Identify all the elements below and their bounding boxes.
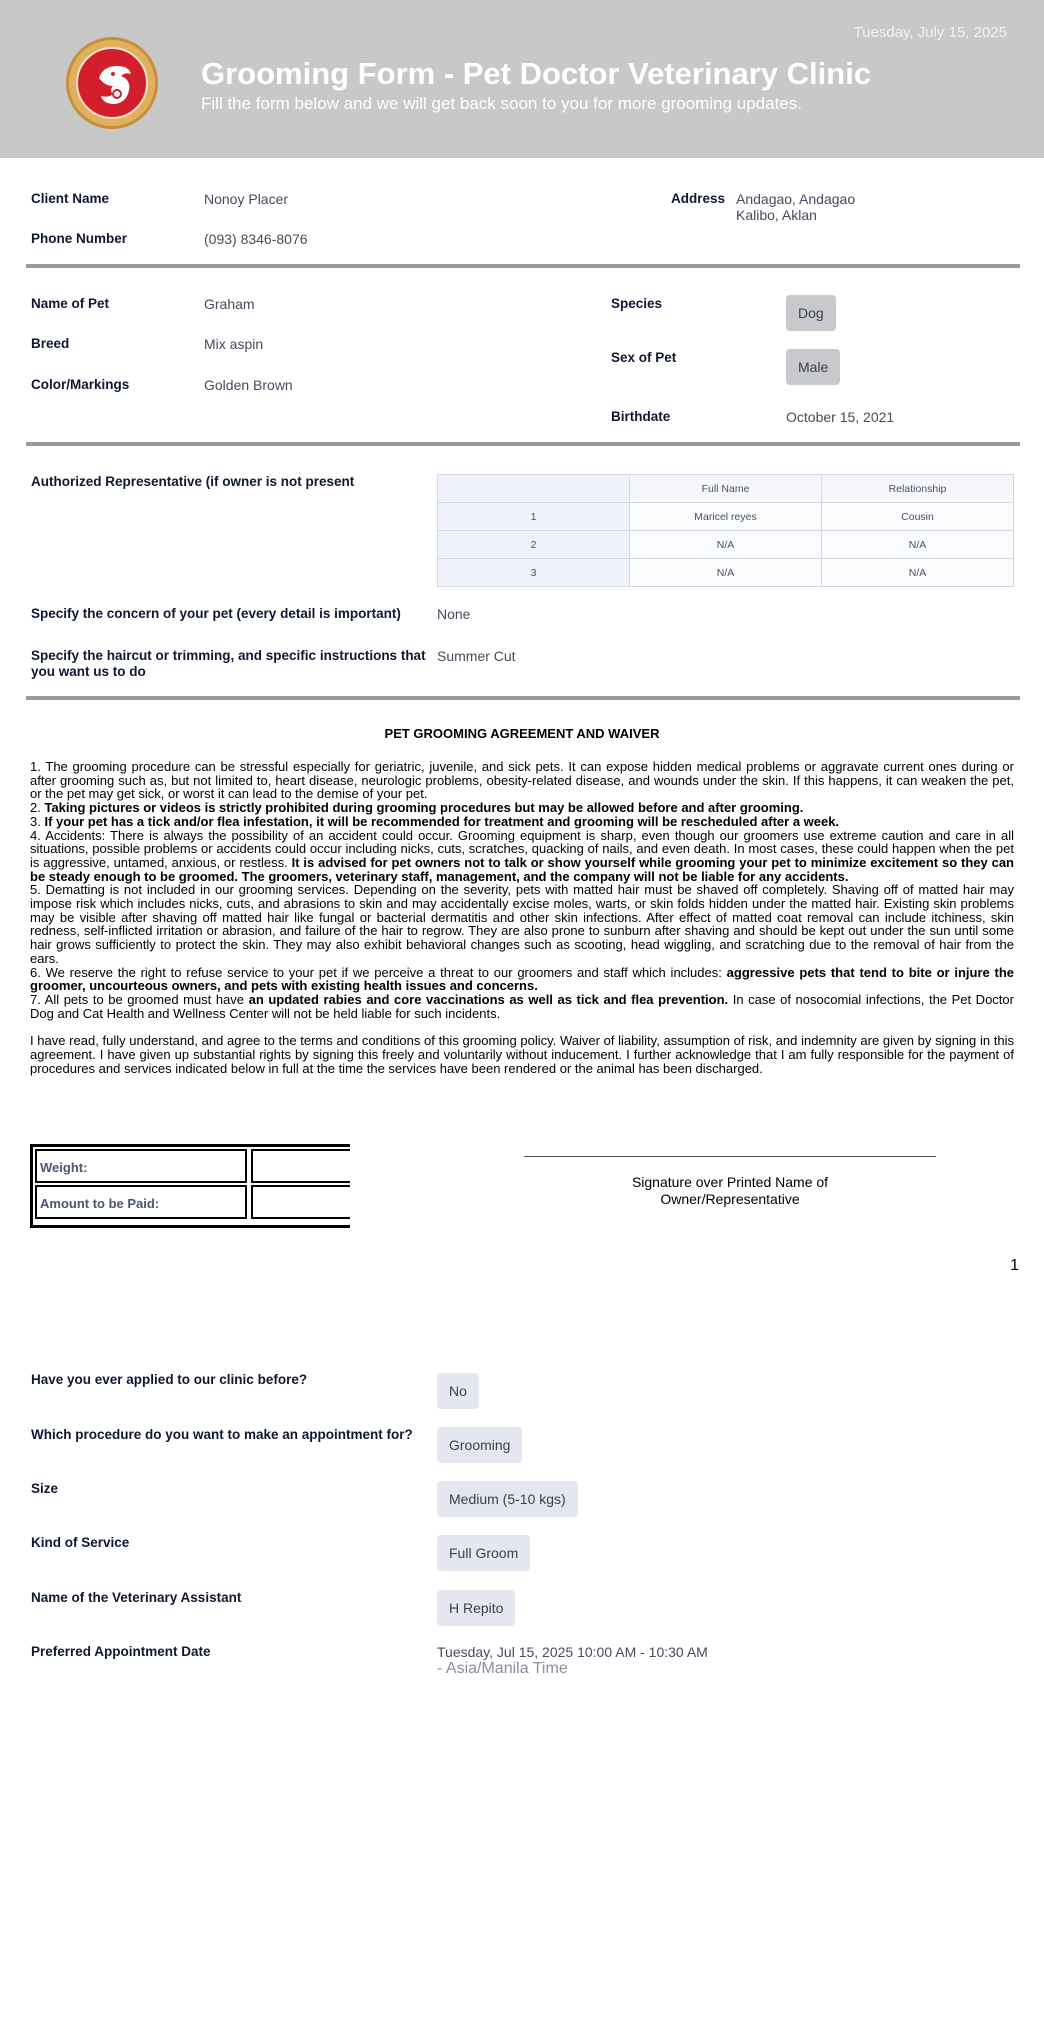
full-name-cell: Maricel reyes <box>630 503 822 531</box>
color-value: Golden Brown <box>204 377 293 393</box>
pet-name-value: Graham <box>204 296 255 312</box>
relationship-cell: Cousin <box>822 503 1014 531</box>
row-index: 1 <box>438 503 630 531</box>
service-value: Full Groom <box>437 1535 530 1571</box>
form-title: Grooming Form - Pet Doctor Veterinary Clinic <box>201 56 872 91</box>
concern-label: Specify the concern of your pet (every detail is important) <box>31 606 401 621</box>
phone-value: (093) 8346-8076 <box>204 231 308 247</box>
form-subtitle: Fill the form below and we will get back soon to you for more grooming updates. <box>201 94 802 113</box>
client-name-label: Client Name <box>31 191 110 206</box>
size-label: Size <box>31 1481 59 1496</box>
waiver-item-7: 7. All pets to be groomed must have an updated rabies and core vaccinations as well as tick and flea prevention. In case of nosocomial infections, the Pet Doctor Dog and Cat Health and Wellness Center will not be held liable for such incidents. <box>30 991 1014 1021</box>
section-divider <box>26 264 1020 268</box>
full-name-cell: N/A <box>630 559 822 587</box>
signature-caption-line2: Owner/Representative <box>660 1191 800 1207</box>
address-line2: Kalibo, Aklan <box>736 207 817 223</box>
address-label: Address <box>671 191 726 206</box>
service-label: Kind of Service <box>31 1535 130 1550</box>
species-label: Species <box>611 296 663 311</box>
section-divider <box>26 442 1020 446</box>
assistant-value: H Repito <box>437 1590 515 1626</box>
relationship-cell: N/A <box>822 531 1014 559</box>
species-value: Dog <box>786 295 836 331</box>
haircut-label-line2: you want us to do <box>31 664 146 679</box>
full-name-cell: N/A <box>630 531 822 559</box>
amount-label: Amount to be Paid: <box>35 1185 247 1219</box>
address-line1: Andagao, Andagao <box>736 191 856 207</box>
pet-name-label: Name of Pet <box>31 296 110 311</box>
row-index: 3 <box>438 559 630 587</box>
signature-caption <box>524 1174 936 1208</box>
procedure-label: Which procedure do you want to make an appointment for? <box>31 1427 413 1442</box>
waiver-text <box>30 760 1014 1075</box>
birthdate-label: Birthdate <box>611 409 671 424</box>
client-name-value: Nonoy Placer <box>204 191 289 207</box>
haircut-label-line1: Specify the haircut or trimming, and specific instructions that <box>31 648 426 663</box>
clinic-logo <box>66 37 158 129</box>
waiver-item-2: 2. Taking pictures or videos is strictly prohibited during grooming procedures but may be allowed before and after grooming. <box>30 800 804 816</box>
waiver-acknowledgement: I have read, fully understand, and agree to the terms and conditions of this grooming policy. Waiver of liability, assumption of risk, and indemnity are given by signing in this agreement. I have given up substantial rights by signing this freely and voluntarily without inducement. I further acknowledge that I am fully responsible for the payment of procedures and services indicated below in full at the time the services have been rendered or the animal has been discharged. <box>30 1033 1014 1076</box>
representative-table <box>437 474 1014 587</box>
amount-field[interactable] <box>251 1185 350 1219</box>
size-value: Medium (5-10 kgs) <box>437 1481 578 1517</box>
form-header <box>0 0 1044 158</box>
header-date: Tuesday, July 15, 2025 <box>853 24 1007 41</box>
section-divider <box>26 696 1020 700</box>
color-label: Color/Markings <box>31 377 130 392</box>
table-header-cell: Full Name <box>630 475 822 503</box>
table-row <box>438 559 1014 587</box>
page-number: 1 <box>1010 1257 1019 1274</box>
sex-value: Male <box>786 349 840 385</box>
row-index: 2 <box>438 531 630 559</box>
applied-value: No <box>437 1373 479 1409</box>
waiver-item-6: 6. We reserve the right to refuse service to your pet if we perceive a threat to our groomers and staff which includes: aggressive pets that tend to bite or injure the groomer, uncourteous owners, and pets with existing health issues and concerns. <box>30 964 1014 994</box>
assistant-label: Name of the Veterinary Assistant <box>31 1590 242 1605</box>
concern-value: None <box>437 606 471 622</box>
signature-line <box>524 1156 936 1157</box>
table-row <box>438 503 1014 531</box>
breed-value: Mix aspin <box>204 336 264 352</box>
sex-label: Sex of Pet <box>611 350 677 365</box>
table-header-cell <box>438 475 630 503</box>
appointment-date-label: Preferred Appointment Date <box>31 1644 211 1659</box>
relationship-cell: N/A <box>822 559 1014 587</box>
waiver-item-4: 4. Accidents: There is always the possibility of an accident could occur. Grooming equipment is sharp, even though our groomers use extreme caution and care in all situations, possible problems or accidents could occur including nicks, cuts, scratches, quacking of nails, and even death. In most cases, these could happen when the pet is aggressive, untamed, anxious, or restless. It is advised for pet owners not to talk or show yourself while grooming your pet to minimize excitement so they can be steady enough to be groomed. The groomers, veterinary staff, management, and the company will not be liable for any accidents. <box>30 827 1014 884</box>
table-row <box>438 531 1014 559</box>
waiver-item-5: 5. Dematting is not included in our grooming services. Depending on the severity, pets with matted hair must be shaved off completely. Shaving off of matted hair may impose risk which includes nicks, cuts, and abrasions to skin and may accidentally excise moles, warts, or skin folds hidden under the matted hair. Existing skin problems may be visible after shaving off matted hair like fungal or bacterial dermatitis and other skin infections. After effect of matted coat removal can include itchiness, skin redness, self-inflicted irritation or abrasion, and failure of the hair to regrow. They are also prone to sunburn after shaving and should be kept out under the sun until some hair grows sufficiently to protect the skin. They may also exhibit behavioral changes such as scooting, head wiggling, and scratching due to the removal of hair from the ears. <box>30 882 1014 966</box>
applied-label: Have you ever applied to our clinic before? <box>31 1372 308 1387</box>
waiver-item-3: 3. If your pet has a tick and/or flea infestation, it will be recommended for treatment and grooming will be rescheduled after a week. <box>30 813 840 829</box>
signature-caption-line1: Signature over Printed Name of <box>631 1174 829 1190</box>
timezone-text: - Asia/Manila Time <box>437 1660 568 1677</box>
breed-label: Breed <box>31 336 70 351</box>
weight-label: Weight: <box>35 1149 247 1183</box>
table-header-row <box>438 475 1014 503</box>
table-header-cell: Relationship <box>822 475 1014 503</box>
representative-label: Authorized Representative (if owner is not present <box>31 474 355 489</box>
billing-table <box>30 1144 350 1228</box>
weight-field[interactable] <box>251 1149 350 1183</box>
haircut-value: Summer Cut <box>437 648 516 664</box>
waiver-title: PET GROOMING AGREEMENT AND WAIVER <box>384 726 660 741</box>
phone-label: Phone Number <box>31 231 128 246</box>
waiver-item-1: 1. The grooming procedure can be stressful especially for geriatric, juvenile, and sick pets. It can expose hidden medical problems or aggravate current ones during or after grooming such as, but not limited to, heart disease, neurologic problems, obesity-related disease, and wounds under the skin. If this happens, it can weaken the pet, or the pet may get sick, or worst it can lead to the demise of your pet. <box>30 759 1014 802</box>
appointment-date-value: Tuesday, Jul 15, 2025 10:00 AM - 10:30 AM <box>437 1644 708 1660</box>
birthdate-value: October 15, 2021 <box>786 409 895 425</box>
procedure-value: Grooming <box>437 1427 522 1463</box>
